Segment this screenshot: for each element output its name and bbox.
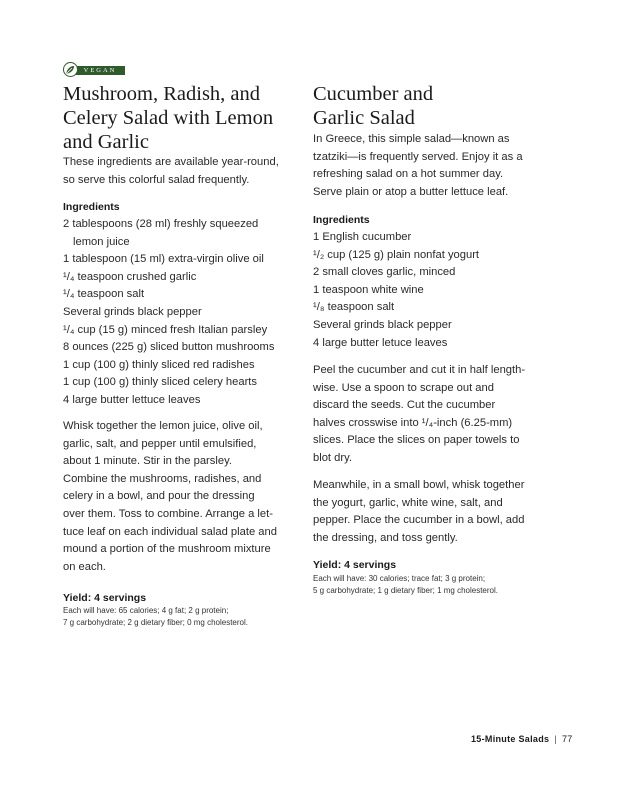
- ingredient-item: 1 cup (100 g) thinly sliced red radishes: [63, 358, 255, 371]
- ingredient-item: 1 cup (100 g) thinly sliced celery hearts: [63, 376, 258, 389]
- title-line: Celery Salad with Lemon: [63, 107, 274, 129]
- ingredient-item: ¹/₄ teaspoon crushed garlic: [63, 270, 197, 283]
- recipe-title: [63, 82, 273, 154]
- footer-separator: |: [554, 734, 557, 744]
- ingredients-list: [313, 229, 545, 352]
- ingredient-item: ¹/₈ teaspoon salt: [313, 301, 395, 314]
- page-number: 77: [561, 734, 573, 744]
- ingredient-item: 8 ounces (225 g) sliced button mushrooms: [63, 341, 275, 354]
- nutrition-info: Each will have: 30 calories; trace fat; 3 g protein; 5 g carbohydrate; 1 g dietary fiber; 1 mg cholesterol.: [313, 574, 498, 595]
- title-line: Garlic Salad: [313, 107, 415, 129]
- ingredient-item: ¹/₄ teaspoon salt: [63, 288, 145, 301]
- title-line: and Garlic: [63, 131, 149, 153]
- yield-heading: Yield: 4 servings: [313, 559, 397, 571]
- ingredients-heading: Ingredients: [313, 214, 370, 226]
- nutrition-info: Each will have: 65 calories; 4 g fat; 2 g protein; 7 g carbohydrate; 2 g dietary fiber; 0 mg cholesterol.: [63, 606, 248, 627]
- recipe-intro: In Greece, this simple salad—known as tzatziki—is frequently served. Enjoy it as a refreshing salad on a hot summer day. Serve plain or atop a butter lettuce leaf.: [313, 133, 523, 198]
- ingredients-list: [63, 216, 293, 410]
- ingredient-item: Several grinds black pepper: [63, 305, 202, 318]
- ingredient-item: 2 small cloves garlic, minced: [313, 266, 456, 279]
- recipe-method: Whisk together the lemon juice, olive oil, garlic, salt, and pepper until emulsified, about 1 minute. Stir in the parsley. Combine the mushrooms, radishes, and celery in a bowl, and pour the dressing over them. Toss to combine. Arrange a let- tuce leaf on each individual salad plate and mound a portion of the mushroom mixture on each.: [63, 420, 277, 573]
- ingredient-item: 2 tablespoons (28 ml) freshly squeezed lemon juice: [63, 218, 259, 248]
- ingredient-item: 4 large butter letuce leaves: [313, 336, 448, 349]
- vegan-badge: [63, 62, 125, 78]
- ingredient-item: Several grinds black pepper: [313, 318, 452, 331]
- title-line: Mushroom, Radish, and: [63, 83, 261, 105]
- ingredients-heading: Ingredients: [63, 201, 120, 213]
- page-footer: [471, 734, 573, 744]
- ingredient-item: 1 teaspoon white wine: [313, 283, 424, 296]
- recipe-title: [313, 82, 433, 130]
- ingredient-item: 1 tablespoon (15 ml) extra-virgin olive oil: [63, 253, 264, 266]
- section-name: 15-Minute Salads: [471, 734, 550, 744]
- ingredient-item: 1 English cucumber: [313, 231, 412, 243]
- recipe-intro: These ingredients are available year-round, so serve this colorful salad frequently.: [63, 156, 279, 186]
- yield-heading: Yield: 4 servings: [63, 592, 147, 604]
- recipe-method-2: Meanwhile, in a small bowl, whisk together the yogurt, garlic, white wine, salt, and pepper. Place the cucumber in a bowl, add the dressing, and toss gently.: [313, 479, 525, 544]
- ingredient-item: 4 large butter lettuce leaves: [63, 393, 201, 406]
- title-line: Cucumber and: [313, 83, 434, 105]
- vegan-label: VEGAN: [75, 66, 125, 75]
- ingredient-item: ¹/₄ cup (15 g) minced fresh Italian parsley: [63, 323, 268, 336]
- recipe-method: Peel the cucumber and cut it in half length- wise. Use a spoon to scrape out and discard the seeds. Cut the cucumber halves crosswise into ¹/₄-inch (6.25-mm) slices. Place the slices on paper towels to blot dry.: [313, 364, 526, 464]
- ingredient-item: ¹/₂ cup (125 g) plain nonfat yogurt: [313, 248, 480, 261]
- leaf-icon: [63, 62, 78, 77]
